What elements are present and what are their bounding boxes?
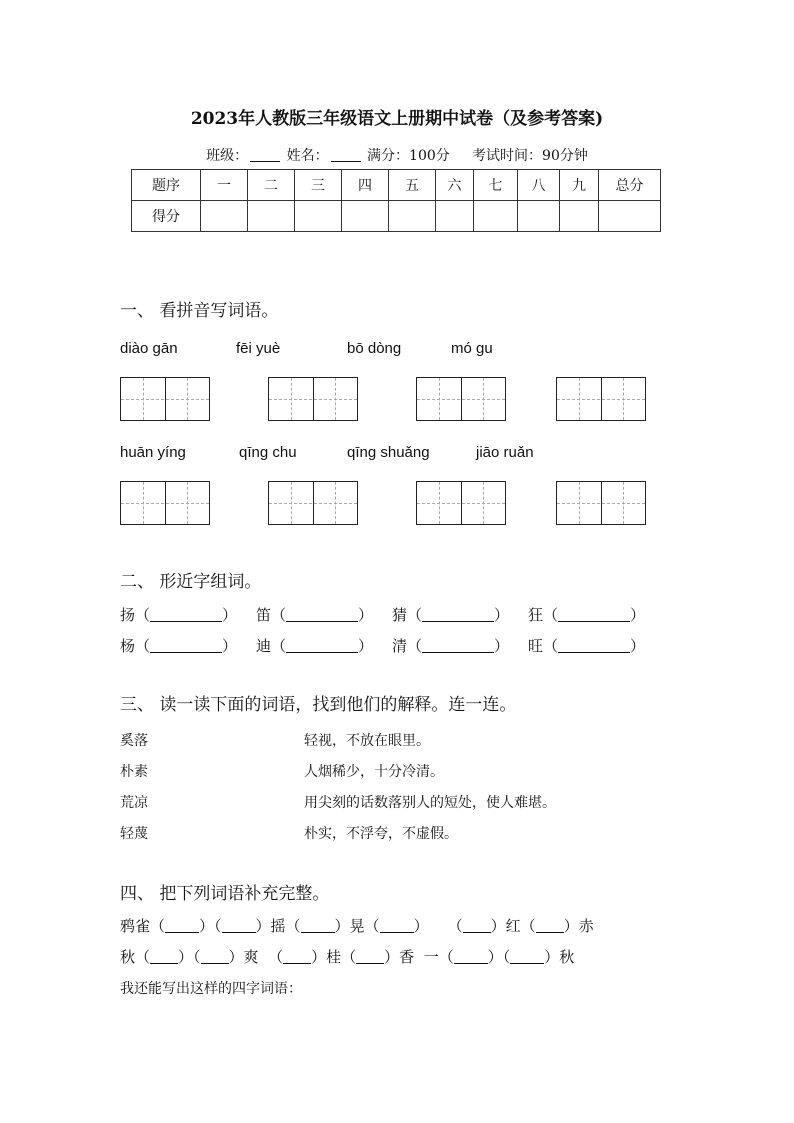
section4-heading: 四、 把下列词语补充完整。 [120, 884, 330, 904]
char: 迪 [256, 637, 272, 655]
header-cell: 五 [389, 170, 436, 201]
char: 狂 [528, 606, 544, 624]
exam-time: 考试时间：90分钟 [472, 148, 588, 164]
match-definition[interactable]: 人烟稀少，十分冷清。 [304, 764, 444, 780]
header-cell: 三 [295, 170, 342, 201]
word-group-item: 清（ ） [392, 637, 510, 655]
header-cell: 题序 [132, 170, 201, 201]
match-definition[interactable]: 轻视，不放在眼里。 [304, 733, 430, 749]
word-group-item: 旺（ ） [528, 637, 646, 655]
class-label: 班级： [206, 148, 249, 164]
header-cell: 四 [342, 170, 389, 201]
score-cell[interactable] [560, 201, 599, 232]
char: 杨 [120, 637, 136, 655]
pinyin-label: diào gān [120, 340, 178, 357]
header-cell: 二 [248, 170, 295, 201]
pinyin-label: jiāo ruǎn [476, 444, 534, 461]
score-cell[interactable] [295, 201, 342, 232]
full-score: 满分：100分 [367, 148, 450, 164]
writing-grid[interactable] [556, 481, 646, 525]
header-cell: 八 [518, 170, 560, 201]
match-word[interactable]: 奚落 [120, 733, 148, 749]
score-table [131, 169, 661, 232]
writing-grid[interactable] [120, 377, 210, 421]
answer-blank[interactable] [558, 652, 630, 653]
idiom-blank[interactable] [165, 932, 199, 933]
class-blank[interactable] [250, 161, 280, 162]
word-group-item: 迪（ ） [256, 637, 374, 655]
word-group-item: 狂（ ） [528, 606, 646, 624]
pinyin-label: qīng shuǎng [347, 444, 430, 461]
section3-heading: 三、 读一读下面的词语，找到他们的解释。连一连。 [120, 695, 517, 715]
pinyin-label: mó gu [451, 340, 493, 357]
row-label: 得分 [132, 201, 201, 232]
idiom-blank[interactable] [380, 932, 414, 933]
section1-heading: 一、 看拼音写词语。 [120, 301, 279, 321]
answer-blank[interactable] [422, 652, 494, 653]
score-cell[interactable] [201, 201, 248, 232]
header-cell: 六 [436, 170, 474, 201]
char: 猜 [392, 606, 408, 624]
word-group-item: 笛（ ） [256, 606, 374, 624]
score-cell[interactable] [248, 201, 295, 232]
score-cell[interactable] [474, 201, 518, 232]
pinyin-label: bō dòng [347, 340, 402, 357]
match-word[interactable]: 荒凉 [120, 795, 148, 811]
pinyin-label: qīng chu [239, 444, 297, 461]
answer-blank[interactable] [150, 652, 222, 653]
header-cell: 七 [474, 170, 518, 201]
section2-heading: 二、 形近字组词。 [120, 572, 262, 592]
section4-note: 我还能写出这样的四字词语： [120, 981, 302, 997]
name-blank[interactable] [331, 161, 361, 162]
idiom-blank[interactable] [283, 963, 311, 964]
answer-blank[interactable] [286, 621, 358, 622]
header-cell: 总分 [599, 170, 661, 201]
idiom-blank[interactable] [356, 963, 384, 964]
match-word[interactable]: 轻蔑 [120, 826, 148, 842]
idiom-blank[interactable] [463, 932, 491, 933]
word-group-item: 杨（ ） [120, 637, 238, 655]
match-definition[interactable]: 用尖刻的话数落别人的短处，使人难堪。 [304, 795, 556, 811]
char: 笛 [256, 606, 272, 624]
header-cell: 九 [560, 170, 599, 201]
score-cell[interactable] [599, 201, 661, 232]
word-group-item: 猜（ ） [392, 606, 510, 624]
score-cell[interactable] [436, 201, 474, 232]
score-cell[interactable] [342, 201, 389, 232]
word-group-item: 扬（ ） [120, 606, 238, 624]
name-label: 姓名： [286, 148, 329, 164]
match-definition[interactable]: 朴实，不浮夸，不虚假。 [304, 826, 458, 842]
char: 扬 [120, 606, 136, 624]
answer-blank[interactable] [286, 652, 358, 653]
writing-grid[interactable] [268, 481, 358, 525]
score-cell[interactable] [389, 201, 436, 232]
pinyin-label: fēi yuè [236, 340, 281, 357]
writing-grid[interactable] [556, 377, 646, 421]
writing-grid[interactable] [416, 377, 506, 421]
match-word[interactable]: 朴素 [120, 764, 148, 780]
idiom-line-1: 鸦雀（ ）（ ）摇（ ）晃（ ） （ ）红（ ）赤 [120, 917, 594, 935]
idiom-blank[interactable] [536, 932, 564, 933]
char: 清 [392, 637, 408, 655]
answer-blank[interactable] [150, 621, 222, 622]
writing-grid[interactable] [120, 481, 210, 525]
idiom-line-2: 秋（ ）（ ）爽 （ ）桂（ ）香 一（ ）（ ）秋 [120, 948, 575, 966]
score-table-row [132, 201, 661, 232]
page-title: 2023年人教版三年级语文上册期中试卷（及参考答案) [190, 109, 604, 129]
idiom-blank[interactable] [222, 932, 256, 933]
exam-info [0, 145, 794, 165]
char: 旺 [528, 637, 544, 655]
idiom-blank[interactable] [150, 963, 178, 964]
score-table-header [132, 170, 661, 201]
pinyin-label: huān yíng [120, 444, 186, 461]
header-cell: 一 [201, 170, 248, 201]
score-cell[interactable] [518, 201, 560, 232]
answer-blank[interactable] [558, 621, 630, 622]
idiom-blank[interactable] [201, 963, 229, 964]
writing-grid[interactable] [416, 481, 506, 525]
writing-grid[interactable] [268, 377, 358, 421]
idiom-blank[interactable] [301, 932, 335, 933]
idiom-blank[interactable] [454, 963, 488, 964]
answer-blank[interactable] [422, 621, 494, 622]
idiom-blank[interactable] [510, 963, 544, 964]
